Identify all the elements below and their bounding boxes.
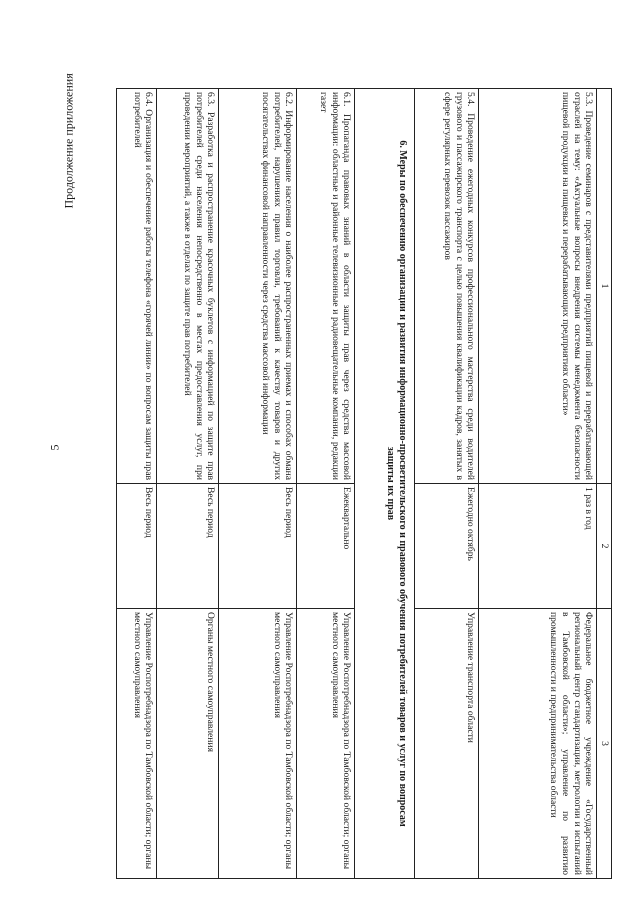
activity-cell: 6.3. Разработка и распространение красочных буклетов с информацией по защите прав потребителей среди населения непосредственно в местах предоставления услуг, при проведении мероприятий, а также в отделах по защите прав потребителей xyxy=(157,89,219,484)
table-row xyxy=(415,89,479,879)
executors-cell: Управление Роспотребнадзора по Тамбовской области; органы местного самоуправления xyxy=(219,609,297,879)
period-cell: Весь период xyxy=(117,484,157,609)
executors-cell: Управление Роспотребнадзора по Тамбовской области; органы местного самоуправления xyxy=(297,609,355,879)
period-cell: Весь период xyxy=(219,484,297,609)
period-cell: Ежеквартально xyxy=(297,484,355,609)
section-title: 6. Меры по обеспечению организации и развития информационно-просветительского и правового обучения потребителей товаров и услуг по вопросам защиты их прав xyxy=(355,89,415,879)
executors-cell: Федеральное бюджетное учреждение «Государственный региональный центр стандартизации, метрологии и испытаний в Тамбовской области»; управление по развитию промышленности и предпринимательства области xyxy=(479,609,597,879)
annex-label: Продолжение приложения xyxy=(61,73,76,209)
activity-cell: 6.4. Организация и обеспечение работы телефона «горячей линии» по вопросам защиты прав потребителей xyxy=(117,89,157,484)
table-row xyxy=(297,89,355,879)
activity-cell: 6.1. Пропаганда правовых знаний в области защиты прав через средства массовой информации: областные и районные телевизионные и радиовещательные компании, редакции газет xyxy=(297,89,355,484)
period-cell: Ежегодно октябрь xyxy=(415,484,479,609)
activity-cell: 6.2. Информирование населения о наиболее распространенных приемах и способах обмана потребителей, нарушениях правил торговли, требований к качеству товаров и других посягательствах финансовой направленности через средства массовой информации xyxy=(219,89,297,484)
period-cell: 1 раз в год xyxy=(479,484,597,609)
executors-cell: Органы местного самоуправления xyxy=(157,609,219,879)
table-row xyxy=(219,89,297,879)
measures-table xyxy=(116,88,612,879)
header-row xyxy=(597,89,612,879)
executors-cell: Управление транспорта области xyxy=(415,609,479,879)
table-row xyxy=(117,89,157,879)
header-col-3: 3 xyxy=(597,609,612,879)
activity-cell: 5.3. Проведение семинаров с представителями предприятий пищевой и перерабатывающей отраслей на тему: «Актуальные вопросы внедрения системы менеджмента безопасности пищевой продукции на пищевых и перерабатывающих предприятиях области» xyxy=(479,89,597,484)
executors-cell: Управление Роспотребнадзора по Тамбовской области; органы местного самоуправления xyxy=(117,609,157,879)
rotated-table-container xyxy=(92,88,612,878)
table-row xyxy=(157,89,219,879)
section-heading-row xyxy=(355,89,415,879)
table-row xyxy=(479,89,597,879)
header-col-2: 2 xyxy=(597,484,612,609)
header-col-1: 1 xyxy=(597,89,612,484)
activity-cell: 5.4. Проведение ежегодных конкурсов профессионального мастерства среди водителей грузового и пассажирского транспорта с целью повышения квалификации кадров, занятых в сфере регулярных перевозок пассажиров xyxy=(415,89,479,484)
period-cell: Весь период xyxy=(157,484,219,609)
page-number: 5 xyxy=(47,444,62,451)
